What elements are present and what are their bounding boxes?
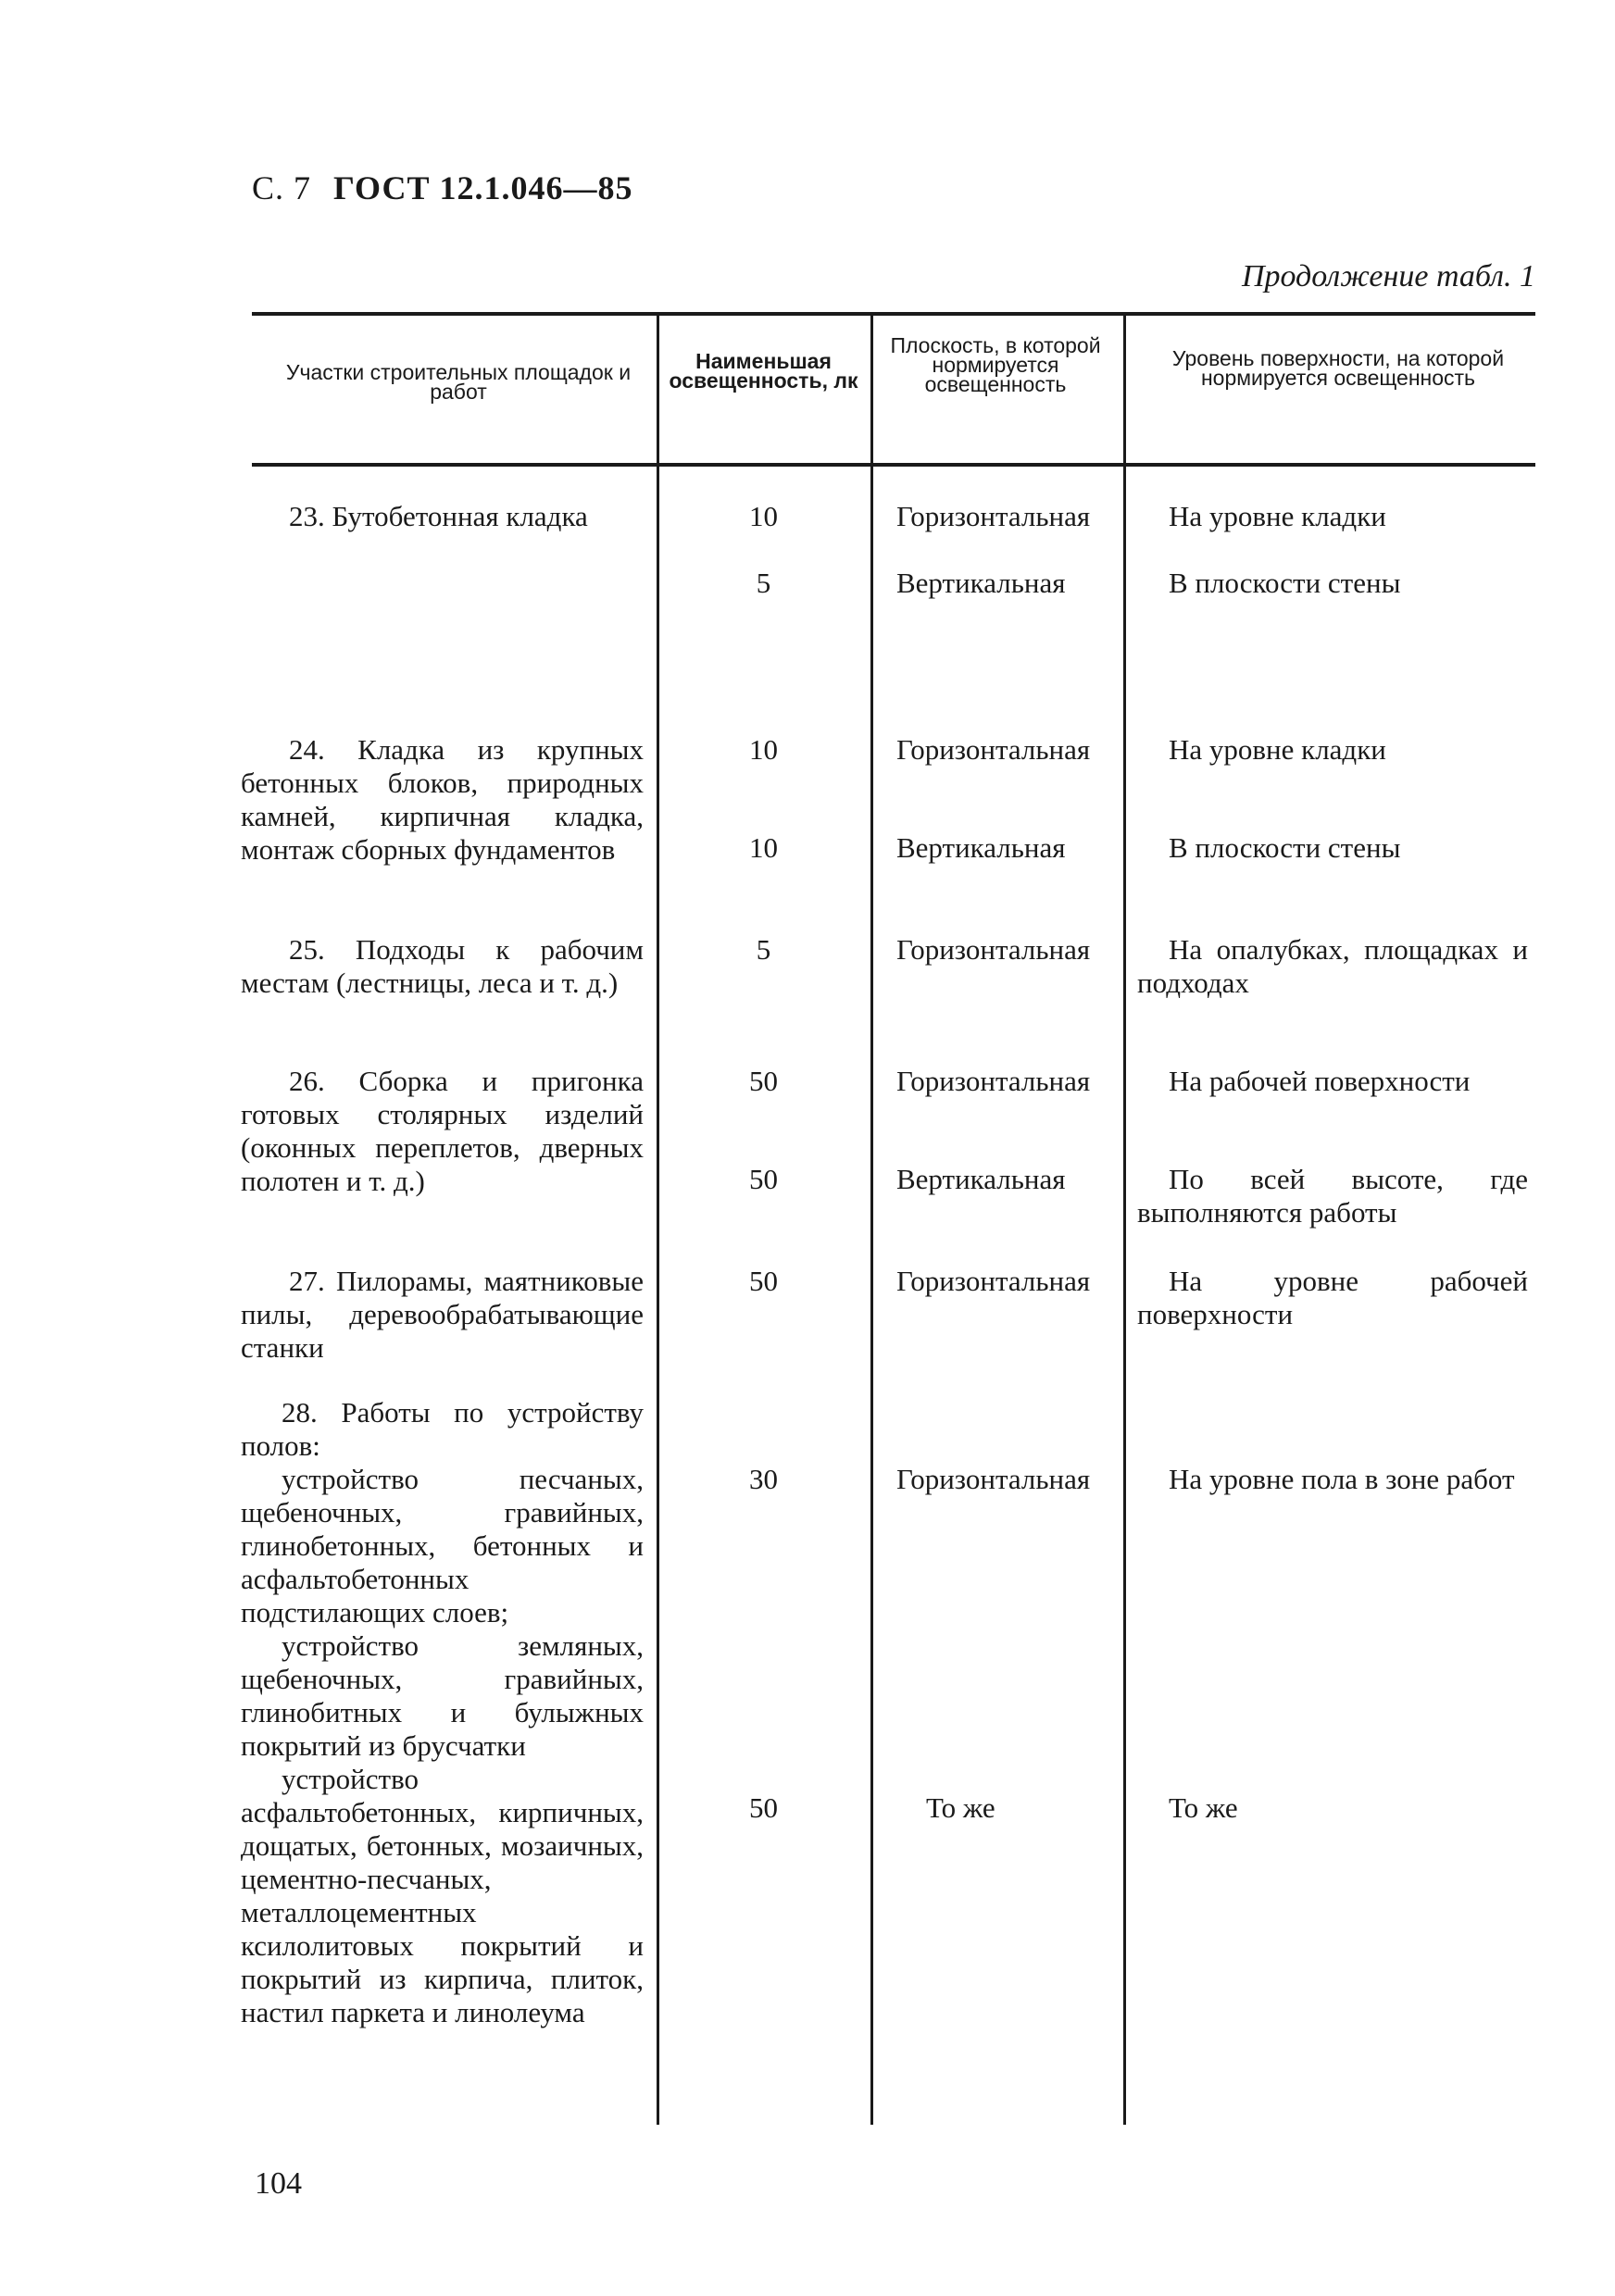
- column-header-plane: Плоскость, в которой нормируется освещенность: [890, 333, 1101, 396]
- column-header-lux: Наименьшая освещенность, лк: [669, 349, 858, 393]
- table-row-23-plane-1: Горизонтальная: [896, 500, 1091, 532]
- table-row-28-plane-1: Горизонтальная: [896, 1463, 1091, 1495]
- table-row-26-lux-2: 50: [749, 1163, 778, 1195]
- table-row-24-level-1: На уровне кладки: [1169, 733, 1386, 766]
- table-row-28-sub-3: устройство асфальтобетонных, кирпичных, дощатых, бетонных, мозаичных, цементно-песчаных, металлоцементных ксилолитовых покрытий и покрытий из кирпича, плиток, настил паркета и линолеума: [241, 1763, 644, 2028]
- page-header: [252, 168, 632, 207]
- table-row-28-lux-2: 50: [749, 1791, 778, 1824]
- table-row-26-plane-2: Вертикальная: [896, 1163, 1066, 1195]
- table-row-25-lux-1: 5: [756, 933, 771, 966]
- table-row-28-sub-2: устройство земляных, щебеночных, гравийных, глинобитных и булыжных покрытий из брусчатки: [241, 1629, 644, 1762]
- column-divider-2: [870, 315, 873, 2125]
- table-row-26-level-2: По всей высоте, где выполняются работы: [1137, 1163, 1528, 1229]
- standard-id: ГОСТ 12.1.046—85: [333, 169, 633, 206]
- page-number: 104: [255, 2166, 302, 2201]
- table-row-23-lux-2: 5: [756, 567, 771, 599]
- table-row-28-title: 28. Работы по устройству полов:: [241, 1396, 644, 1462]
- table-row-28-level-2: То же: [1169, 1791, 1238, 1824]
- table-row-24-level-2: В плоскости стены: [1169, 831, 1401, 864]
- table-row-25-level-1: На опалубках, площадках и подходах: [1137, 933, 1528, 999]
- table-row-23-site: 23. Бутобетонная кладка: [289, 500, 588, 532]
- table-row-23-lux-1: 10: [749, 500, 778, 532]
- table-row-26-site: 26. Сборка и пригонка готовых столярных изделий (оконных переплетов, дверных полотен и т. д.): [241, 1065, 644, 1197]
- table-top-rule: [252, 312, 1535, 316]
- column-header-site: Участки строительных площадок и работ: [285, 360, 632, 404]
- table-row-24-plane-1: Горизонтальная: [896, 733, 1091, 766]
- table-row-26-level-1: На рабочей поверхности: [1169, 1065, 1471, 1097]
- page-label: С. 7: [252, 169, 312, 206]
- table-row-28-site: [241, 1396, 644, 2029]
- table-row-28-plane-2: То же: [926, 1791, 995, 1824]
- table-row-26-plane-1: Горизонтальная: [896, 1065, 1091, 1097]
- table-row-26-lux-1: 50: [749, 1065, 778, 1097]
- table-row-24-lux-2: 10: [749, 831, 778, 864]
- table-header-rule: [252, 463, 1535, 467]
- table-continuation-label: Продолжение табл. 1: [1241, 259, 1535, 293]
- table-row-23-level-2: В плоскости стены: [1169, 567, 1401, 599]
- table-row-24-lux-1: 10: [749, 733, 778, 766]
- table-row-27-level-1: На уровне рабочей поверхности: [1137, 1265, 1528, 1330]
- table-row-24-site: 24. Кладка из крупных бетонных блоков, природных камней, кирпичная кладка, монтаж сборных фундаментов: [241, 733, 644, 866]
- table-row-24-plane-2: Вертикальная: [896, 831, 1066, 864]
- table-row-28-sub-1: устройство песчаных, щебеночных, гравийных, глинобетонных, бетонных и асфальтобетонных подстилающих слоев;: [241, 1463, 644, 1628]
- table-row-27-lux-1: 50: [749, 1265, 778, 1297]
- table-row-27-site: 27. Пилорамы, маятниковые пилы, деревообрабатывающие станки: [241, 1265, 644, 1364]
- table-row-28-level-1: На уровне пола в зоне работ: [1169, 1463, 1515, 1495]
- table-row-25-site: 25. Подходы к рабочим местам (лестницы, леса и т. д.): [241, 933, 644, 999]
- table-row-28-lux-1: 30: [749, 1463, 778, 1495]
- column-header-level: Уровень поверхности, на которой нормируется освещенность: [1171, 346, 1505, 390]
- table-row-23-plane-2: Вертикальная: [896, 567, 1066, 599]
- table-row-23-level-1: На уровне кладки: [1169, 500, 1386, 532]
- table-row-25-plane-1: Горизонтальная: [896, 933, 1091, 966]
- table-row-27-plane-1: Горизонтальная: [896, 1265, 1091, 1297]
